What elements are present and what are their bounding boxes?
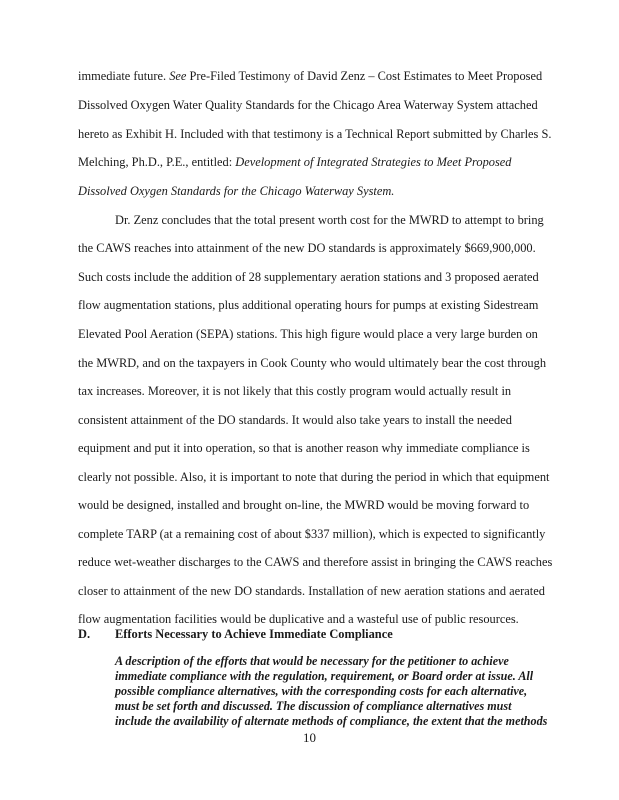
para2-line: flow augmentation facilities would be duplicative and a wasteful use of public resources. xyxy=(78,612,519,626)
section-title: Efforts Necessary to Achieve Immediate Compliance xyxy=(115,627,393,641)
quote-line: A description of the efforts that would be necessary for the petitioner to achieve xyxy=(115,654,509,668)
para1-line-2: Dissolved Oxygen Water Quality Standards for the Chicago Area Waterway System attached xyxy=(78,98,538,112)
quote-line: include the availability of alternate methods of compliance, the extent that the methods xyxy=(115,714,548,728)
see-signal: See xyxy=(169,69,187,83)
para1-line-4 xyxy=(78,154,512,170)
quote-line: immediate compliance with the regulation, requirement, or Board order at issue. All xyxy=(115,669,534,683)
para2-line: tax increases. Moreover, it is not likely that this costly program would actually result in xyxy=(78,384,512,398)
text-run: Pre-Filed Testimony of David Zenz – Cost Estimates to Meet Proposed xyxy=(186,69,543,83)
para2-line: Elevated Pool Aeration (SEPA) stations. This high figure would place a very large burden on xyxy=(78,327,538,341)
para1-line-5: Dissolved Oxygen Standards for the Chicago Waterway System. xyxy=(78,184,395,198)
quote-line: must be set forth and discussed. The discussion of compliance alternatives must xyxy=(115,699,512,713)
page-number: 10 xyxy=(303,730,316,745)
quote-line: possible compliance alternatives, with the corresponding costs for each alternative, xyxy=(115,684,528,698)
para1-line-1 xyxy=(78,68,542,84)
para1-line-3: hereto as Exhibit H. Included with that testimony is a Technical Report submitted by Charles S. xyxy=(78,127,552,141)
para2-line: the CAWS reaches into attainment of the new DO standards is approximately $669,900,000. xyxy=(78,241,536,255)
para2-line: consistent attainment of the DO standards. It would also take years to install the needed xyxy=(78,413,512,427)
section-number: D. xyxy=(78,627,91,641)
text-run: immediate future. xyxy=(78,69,170,83)
para2-line: equipment and put it into operation, so that is another reason why immediate compliance is xyxy=(78,441,530,455)
para2-line: complete TARP (at a remaining cost of about $337 million), which is expected to significantly xyxy=(78,527,546,541)
para2-line: flow augmentation stations, plus additional operating hours for pumps at existing Sidestream xyxy=(78,298,539,312)
para2-line: Dr. Zenz concludes that the total present worth cost for the MWRD to attempt to bring xyxy=(115,213,544,227)
para2-line: closer to attainment of the new DO standards. Installation of new aeration stations and aerated xyxy=(78,584,545,598)
report-title: Development of Integrated Strategies to Meet Proposed xyxy=(235,155,512,169)
para2-line: Such costs include the addition of 28 supplementary aeration stations and 3 proposed aerated xyxy=(78,270,539,284)
para2-line: clearly not possible. Also, it is important to note that during the period in which that equipment xyxy=(78,470,550,484)
text-run: Melching, Ph.D., P.E., entitled: xyxy=(78,155,236,169)
para2-line: would be designed, installed and brought on-line, the MWRD would be moving forward to xyxy=(78,498,530,512)
para2-line: reduce wet-weather discharges to the CAWS and therefore assist in bringing the CAWS reaches xyxy=(78,555,553,569)
para2-line: the MWRD, and on the taxpayers in Cook County who would ultimately bear the cost through xyxy=(78,356,547,370)
section-heading xyxy=(78,626,393,642)
